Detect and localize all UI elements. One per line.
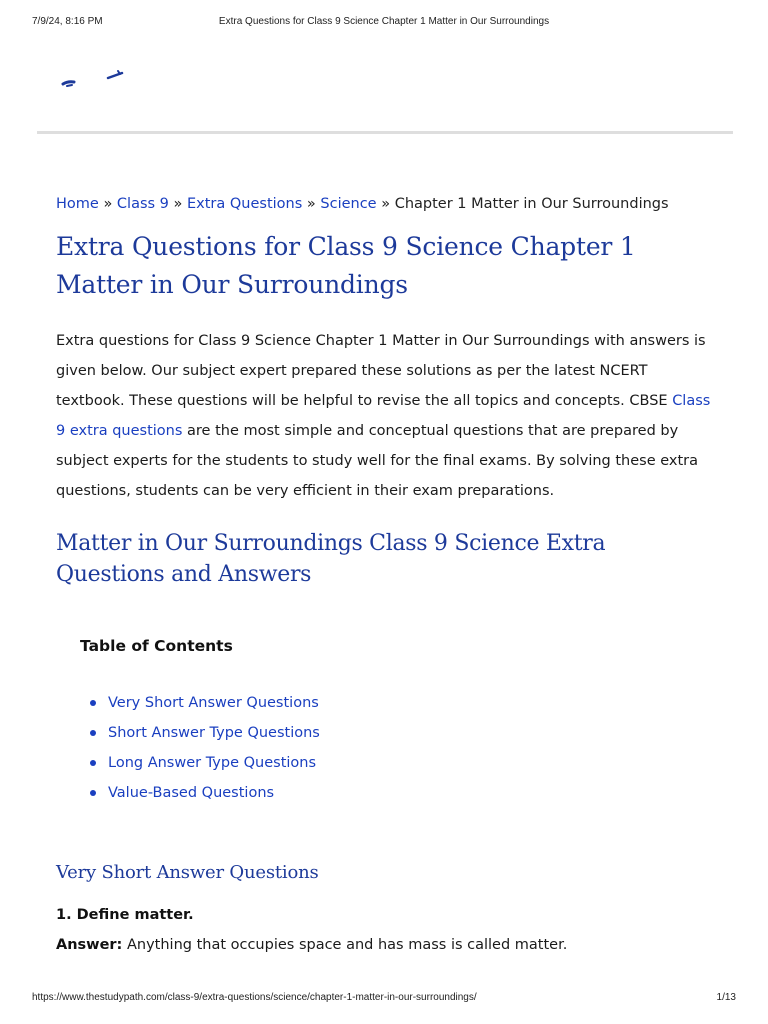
article xyxy=(56,193,716,956)
breadcrumb-extra-questions-link[interactable]: Extra Questions xyxy=(187,196,303,212)
site-logo[interactable] xyxy=(58,66,128,88)
breadcrumb-separator: » xyxy=(381,196,391,212)
print-date: 7/9/24, 8:16 PM xyxy=(32,16,103,27)
toc-link-short[interactable]: Short Answer Type Questions xyxy=(108,725,320,741)
page-title-line1: Extra Questions for Class 9 Science Chapter 1 xyxy=(56,232,636,261)
breadcrumb-class9-link[interactable]: Class 9 xyxy=(116,196,169,212)
toc-item xyxy=(90,688,716,718)
page-title xyxy=(56,228,716,304)
print-header xyxy=(32,16,736,30)
intro-text-before: Extra questions for Class 9 Science Chapter 1 Matter in Our Surroundings with answers is given below. Our subject expert prepared these solutions as per the latest NCERT textbook. These questions will be helpful to revise the all topics and concepts. CBSE xyxy=(56,333,706,409)
subsection-title: Very Short Answer Questions xyxy=(56,862,319,883)
class9-extra-questions-link[interactable]: Class 9 extra questions xyxy=(56,393,711,439)
toc-link-value-based[interactable]: Value-Based Questions xyxy=(108,785,275,801)
breadcrumb-separator: » xyxy=(306,196,316,212)
toc-item xyxy=(90,748,716,778)
bullet-icon xyxy=(90,760,96,766)
toc-item xyxy=(90,778,716,808)
breadcrumb-separator: » xyxy=(103,196,113,212)
toc-item xyxy=(90,718,716,748)
breadcrumb-current: Chapter 1 Matter in Our Surroundings xyxy=(394,196,669,212)
table-of-contents xyxy=(56,635,716,808)
intro-text-after: are the most simple and conceptual questions that are prepared by subject experts for the students to study well for the final exams. By solving these extra questions, students can be very efficient in their exam preparations. xyxy=(56,423,699,499)
answer xyxy=(56,934,716,956)
toc-title: Table of Contents xyxy=(80,637,233,655)
section-title: Matter in Our Surroundings Class 9 Science Extra Questions and Answers xyxy=(56,531,606,587)
page-title-line2: Matter in Our Surroundings xyxy=(56,270,408,299)
breadcrumb-science-link[interactable]: Science xyxy=(320,196,377,212)
answer-label: Answer: xyxy=(56,937,123,953)
print-title: Extra Questions for Class 9 Science Chapter 1 Matter in Our Surroundings xyxy=(218,16,550,27)
answer-text: Anything that occupies space and has mass is called matter. xyxy=(122,937,568,953)
intro-paragraph xyxy=(56,326,716,506)
bullet-icon xyxy=(90,700,96,706)
toc-link-very-short[interactable]: Very Short Answer Questions xyxy=(108,695,319,711)
print-url: https://www.thestudypath.com/class-9/extra-questions/science/chapter-1-matter-in-our-surroundings/ xyxy=(32,992,477,1003)
toc-link-long[interactable]: Long Answer Type Questions xyxy=(108,755,317,771)
logo-mark-icon xyxy=(58,66,128,88)
breadcrumb-home-link[interactable]: Home xyxy=(56,196,99,212)
question: 1. Define matter. xyxy=(56,907,194,923)
breadcrumb-separator: » xyxy=(173,196,183,212)
breadcrumb xyxy=(56,193,716,215)
bullet-icon xyxy=(90,790,96,796)
print-footer xyxy=(32,992,736,1006)
header-divider xyxy=(37,131,733,134)
toc-list xyxy=(80,688,716,808)
bullet-icon xyxy=(90,730,96,736)
page-number: 1/13 xyxy=(716,992,736,1003)
